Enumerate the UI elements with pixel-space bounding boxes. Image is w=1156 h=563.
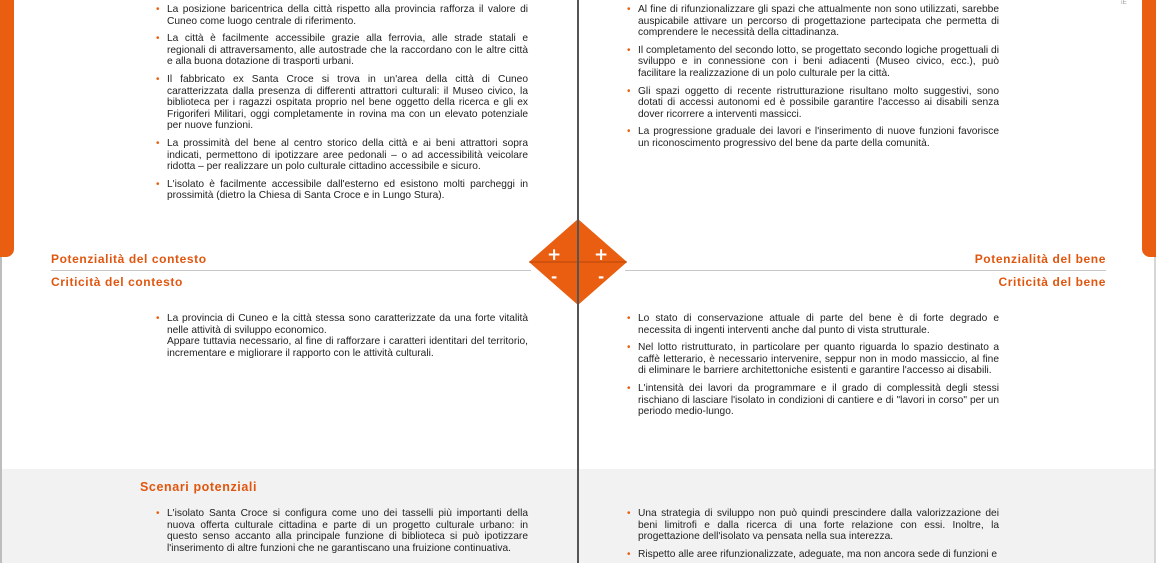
list-item: • Al fine di rifunzionalizzare gli spazi che attualmente non sono utilizzati, sarebbe auspicabile attivare un percorso di progettazione partecipata che permetta di comprendere le necessità della cittadinanza.	[627, 4, 999, 39]
divider-left	[51, 270, 531, 271]
page-number: ıE	[1121, 0, 1127, 6]
bullet-icon: •	[627, 4, 631, 15]
criticita-bene-list	[627, 313, 999, 424]
list-item: • La progressione graduale dei lavori e l'inserimento di nuove funzioni favorisce un riconoscimento progressivo del bene da parte della comunità.	[627, 126, 999, 149]
bullet-icon: •	[627, 342, 631, 354]
bullet-icon: •	[156, 33, 160, 45]
bullet-icon: •	[627, 44, 631, 56]
potenzialita-contesto-list	[156, 4, 528, 208]
criticita-contesto-list	[156, 313, 528, 365]
list-item: • Una strategia di sviluppo non può quindi prescindere dalla valorizzazione dei beni limitrofi e dalla ricerca di una forte relazione con essi. Inoltre, la progettazione dell'isolato va pensata nella sua interezza.	[627, 508, 999, 543]
minus-icon: -	[598, 268, 605, 286]
scenari-left-list	[156, 508, 528, 560]
heading-potenzialita-bene: Potenzialità del bene	[974, 252, 1106, 266]
list-item: • La prossimità del bene al centro storico della città e ai beni attrattori sopra indicati, permettono di ipotizzare aree pedonali – o ad accessibilità veicolare ridotta – per realizzare un polo culturale cittadino accessibile e sicuro.	[156, 137, 528, 173]
list-item: • La posizione baricentrica della città rispetto alla provincia rafforza il valore di Cuneo come luogo centrale di riferimento.	[156, 4, 528, 27]
bullet-icon: •	[156, 73, 160, 85]
bullet-icon: •	[627, 313, 631, 324]
bullet-icon: •	[627, 382, 631, 394]
bullet-icon: •	[156, 178, 160, 190]
list-item: • La provincia di Cuneo e la città stessa sono caratterizzate da una forte vitalità nelle attività di sviluppo economico. Appare tuttavia necessario, al fine di rafforzare i caratteri identitari del territorio, incrementare e migliorare il rapporto con le attività culturali.	[156, 313, 528, 359]
list-item: • Il completamento del secondo lotto, se progettato secondo logiche progettuali di sviluppo e in connessione con i beni adiacenti (Museo civico, ecc.), può facilitare la realizzazione di un polo culturale per la città.	[627, 44, 999, 79]
divider-right	[625, 270, 1106, 271]
bullet-icon: •	[627, 85, 631, 97]
list-item: • Rispetto alle aree rifunzionalizzate, adeguate, ma non ancora sede di funzioni e	[627, 548, 998, 560]
bullet-icon: •	[156, 137, 160, 149]
bullet-icon: •	[156, 508, 160, 519]
scenari-right-list	[627, 508, 999, 563]
plus-icon: +	[594, 245, 609, 265]
list-item: • Lo stato di conservazione attuale di parte del bene è di forte degrado e necessita di ingenti interventi anche dal punto di vista strutturale.	[627, 313, 999, 336]
list-item: • La città è facilmente accessibile grazie alla ferrovia, alle strade statali e regionali di attraversamento, alle autostrade che la raccordano con le altre città e alla buona dotazione di trasporti urbani.	[156, 33, 528, 68]
plus-icon: +	[547, 245, 562, 265]
heading-criticita-contesto: Criticità del contesto	[51, 275, 183, 289]
heading-criticita-bene: Criticità del bene	[998, 275, 1106, 289]
bullet-icon: •	[627, 548, 631, 560]
minus-icon: -	[551, 268, 558, 286]
list-item: • L'isolato Santa Croce si configura come uno dei tasselli più importanti della nuova offerta culturale cittadina e parte di un progetto culturale urbano: in questo senso accanto alla principale funzione di biblioteca si può ipotizzare l'inserimento di altre funzioni che ne garantiscano una fruizione continuativa.	[156, 508, 528, 554]
orange-tab-right	[1142, 0, 1156, 257]
list-item: • L'intensità dei lavori da programmare e il grado di complessità degli stessi rischiano di lasciare l'isolato in condizioni di cantiere e di "lavori in corso" per un periodo medio-lungo.	[627, 382, 999, 418]
bullet-icon: •	[627, 126, 631, 138]
potenzialita-bene-list	[627, 4, 999, 156]
heading-potenzialita-contesto: Potenzialità del contesto	[51, 252, 207, 266]
page-spine	[577, 0, 579, 563]
list-item: • L'isolato è facilmente accessibile dall'esterno ed esistono molti parcheggi in prossimità (dietro la Chiesa di Santa Croce e in Lungo Stura).	[156, 178, 528, 202]
heading-scenari-potenziali: Scenari potenziali	[140, 480, 258, 494]
list-item: • Gli spazi oggetto di recente ristrutturazione risultano molto suggestivi, sono dotati di accessi autonomi ed è possibile garantire l'accesso ai disabili senza dover ricorrere a interventi massicci.	[627, 85, 999, 120]
bullet-icon: •	[156, 4, 160, 15]
list-item: • Il fabbricato ex Santa Croce si trova in un'area della città di Cuneo caratterizzata dalla presenza di differenti attrattori culturali: il Museo civico, la biblioteca per i ragazzi ospitata proprio nel bene oggetto della ricerca e gli ex Frigoriferi Militari, oggi completamente in rovina ma con un elevato potenziale per nuove funzioni.	[156, 73, 528, 132]
bullet-icon: •	[627, 508, 631, 519]
bullet-icon: •	[156, 313, 160, 324]
list-item: • Nel lotto ristrutturato, in particolare per quanto riguarda lo spazio destinato a caffè letterario, è necessario intervenire, seppur non in modo massiccio, al fine di eliminare le barriere architettoniche esistenti e garantire l'accesso ai disabili.	[627, 342, 999, 377]
orange-tab-left	[0, 0, 14, 257]
